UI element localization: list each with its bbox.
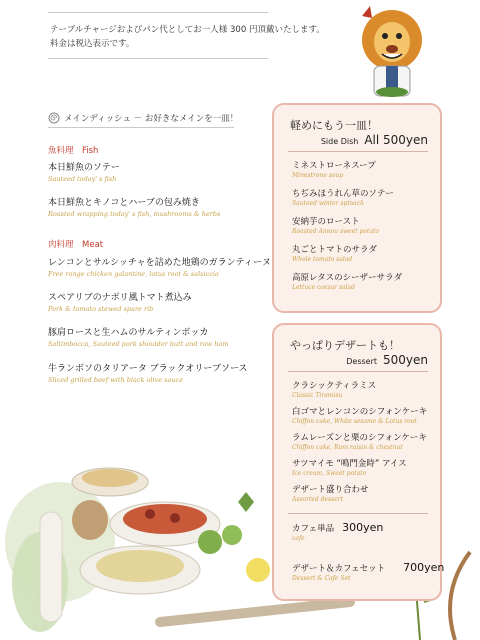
item-english: Whole tomato salad <box>292 256 353 263</box>
cafe-price: 300yen <box>342 521 384 534</box>
item-english: Sauteed winter spinach <box>292 200 364 207</box>
list-item <box>292 405 427 425</box>
side-panel-subtitle <box>321 133 428 147</box>
dessert-panel-subtitle <box>346 353 428 367</box>
item-name: デザート盛り合わせ <box>292 485 369 495</box>
menu-item <box>48 255 271 278</box>
item-name: クラシックティラミス <box>292 381 377 391</box>
dessert-subtitle-label: Dessert <box>346 357 377 366</box>
notice-rule <box>48 58 268 59</box>
item-name: ちぢみほうれん草のソテー <box>292 189 394 199</box>
list-item <box>292 431 427 451</box>
item-english: Chiffon cake, Rum raisin & chestnut <box>292 444 403 451</box>
side-panel-divider <box>288 151 428 152</box>
set-name: デザート＆カフェセット <box>292 564 386 574</box>
item-name: 豚肩ロースと生ハムのサルティンボッカ <box>48 328 209 338</box>
list-item <box>292 187 394 207</box>
list-item <box>292 215 379 235</box>
item-english: Ice cream, Sweet potato <box>292 470 367 477</box>
item-name: 白ゴマとレンコンのシフォンケーキ <box>292 407 428 417</box>
list-item <box>292 243 377 263</box>
item-english: Saltimbocca, Sauteed pork shoulder butt and raw ham <box>48 340 229 348</box>
item-name: 安納芋のロースト <box>292 217 360 227</box>
side-panel-title: 軽めにもう一皿！ <box>290 119 378 132</box>
item-english: Assorted dessert <box>292 496 344 503</box>
table-charge-note: テーブルチャージおよびパン代としてお一人様 300 円頂戴いたします。 <box>50 25 325 35</box>
list-item <box>292 457 407 477</box>
list-item <box>292 271 402 291</box>
menu-item <box>48 195 220 218</box>
item-name: ミネストローネスープ <box>292 161 376 171</box>
item-english: Sauteed today' s fish <box>48 175 117 183</box>
cafe-name: カフェ単品 <box>292 524 335 534</box>
main-dish-title: メインディッシュ － お好きなメインを一皿！ <box>64 114 239 124</box>
dessert-panel-title: やっぱりデザートも！ <box>290 339 400 352</box>
item-english: Sliced grilled beef with black olive sauce <box>48 376 184 384</box>
item-name: 高原レタスのシーザーサラダ <box>292 273 403 283</box>
dessert-panel-divider-2 <box>288 513 428 514</box>
set-price: 700yen <box>403 561 445 574</box>
item-english: Roasted Annou sweet potato <box>292 228 380 235</box>
item-name: サツマイモ “鳴門金時” アイス <box>292 459 407 469</box>
item-name: 本日鮮魚のソテー <box>48 163 120 173</box>
item-english: Lettuce caesar salad <box>292 284 355 291</box>
cafe-item <box>292 521 383 542</box>
side-subtitle-label: Side Dish <box>320 137 359 146</box>
item-name: 本日鮮魚とキノコとハーブの包み焼き <box>48 198 200 208</box>
item-english: Classic Tiramisu <box>292 392 343 399</box>
top-rule <box>48 12 268 13</box>
menu-item <box>48 325 229 348</box>
menu-item <box>48 361 248 384</box>
item-english: Roasted wrapping today' s fish, mushrooms & herbs <box>48 210 221 218</box>
side-price: All 500yen <box>364 133 428 147</box>
main-dish-rule <box>48 127 234 128</box>
item-english: Pork & tomato stewed spare rib <box>48 305 154 313</box>
dessert-cafe-set-item <box>292 561 444 582</box>
dessert-panel <box>272 323 445 601</box>
side-dish-panel <box>272 103 442 313</box>
item-name: レンコンとサルシッチャを詰めた地鶏のガランティーヌ <box>48 258 271 268</box>
main-dish-header <box>48 112 238 124</box>
dessert-panel-divider <box>288 371 428 372</box>
menu-item <box>48 160 120 183</box>
set-english: Dessert & Cafe Set <box>292 575 351 582</box>
item-english: Minestrone soup <box>292 172 344 179</box>
list-item <box>292 159 376 179</box>
menu-item <box>48 290 192 313</box>
item-name: スペアリブのナポリ風トマト煮込み <box>48 293 192 303</box>
item-name: ラムレーズンと栗のシフォンケーキ <box>292 433 427 443</box>
dessert-price: 500yen <box>383 353 428 367</box>
item-english: Chiffon cake, White sesame & Lotus root <box>292 418 417 425</box>
lion-chef-icon <box>352 2 432 102</box>
meat-label: 肉料理 Meat <box>48 240 104 250</box>
list-item <box>292 379 376 399</box>
list-item <box>292 483 369 503</box>
item-name: 牛ランボソのタリアータ ブラックオリーブソース <box>48 364 248 374</box>
item-english: Free range chicken galantine, lotus root & salsiccia <box>48 270 219 278</box>
tax-note: 料金は税込表示です。 <box>50 39 135 49</box>
item-name: 丸ごとトマトのサラダ <box>292 245 377 255</box>
spiral-icon <box>48 112 60 124</box>
fish-label: 魚料理 Fish <box>48 146 99 156</box>
cafe-english: cafe <box>292 535 305 542</box>
